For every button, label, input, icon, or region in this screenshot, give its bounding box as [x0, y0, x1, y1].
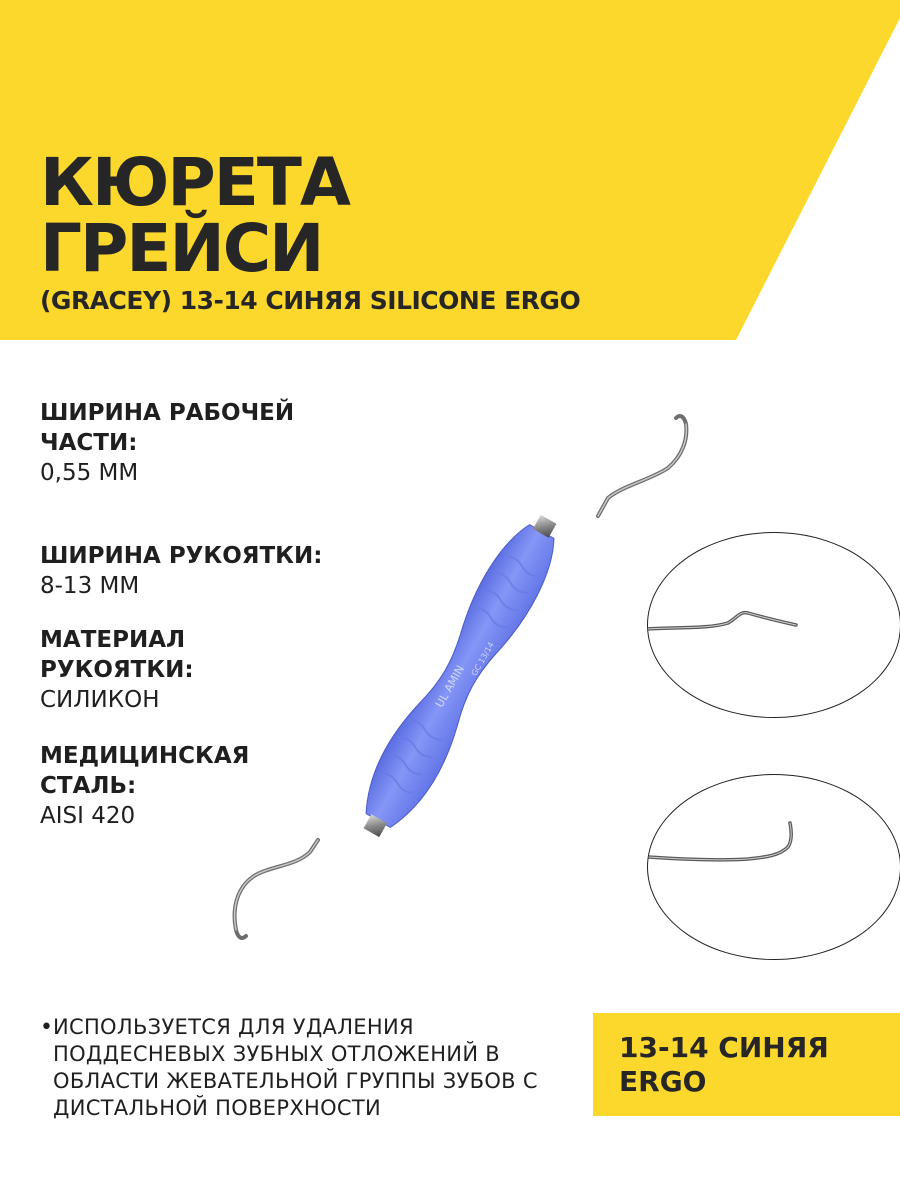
handle-engraving: UL AMIN: [433, 663, 468, 710]
spec-label: ШИРИНА РУКОЯТКИ:: [40, 543, 323, 569]
spec-value: 8-13 ММ: [40, 573, 140, 599]
spec-value: СИЛИКОН: [40, 687, 160, 713]
usage-text: ИСПОЛЬЗУЕТСЯ ДЛЯ УДАЛЕНИЯ ПОДДЕСНЕВЫХ ЗУБНЫХ ОТЛОЖЕНИЙ В ОБЛАСТИ ЖЕВАТЕЛЬНОЙ ГРУППЫ ЗУБОВ С ДИСТАЛЬНОЙ ПОВЕРХНОСТИ: [52, 1015, 538, 1120]
spec-label: МЕДИЦИНСКАЯ СТАЛЬ:: [40, 743, 250, 799]
tip-detail-circle-2: [647, 774, 900, 960]
page-subtitle: (GRACEY) 13-14 СИНЯЯ SILICONE ERGO: [40, 286, 581, 315]
title-line-2: ГРЕЙСИ: [40, 210, 323, 287]
model-badge-text: 13-14 СИНЯЯ ERGO: [619, 1031, 829, 1098]
spec-handle-material: [40, 625, 194, 715]
usage-bullet: [40, 1014, 560, 1122]
bullet-dot-icon: •: [40, 1015, 53, 1040]
handle-engraving-model: GC 13/14: [469, 640, 496, 678]
title-line-1: КЮРЕТА: [40, 144, 349, 221]
curette-product-image: [200, 400, 720, 960]
spec-value: AISI 420: [40, 803, 136, 829]
spec-value: 0,55 ММ: [40, 460, 139, 486]
model-badge: [593, 1013, 900, 1116]
page-title: [40, 144, 349, 287]
spec-label: МАТЕРИАЛ РУКОЯТКИ:: [40, 627, 194, 683]
tip-detail-circle-1: [647, 532, 900, 718]
spec-label: ШИРИНА РАБОЧЕЙ ЧАСТИ:: [40, 400, 295, 456]
